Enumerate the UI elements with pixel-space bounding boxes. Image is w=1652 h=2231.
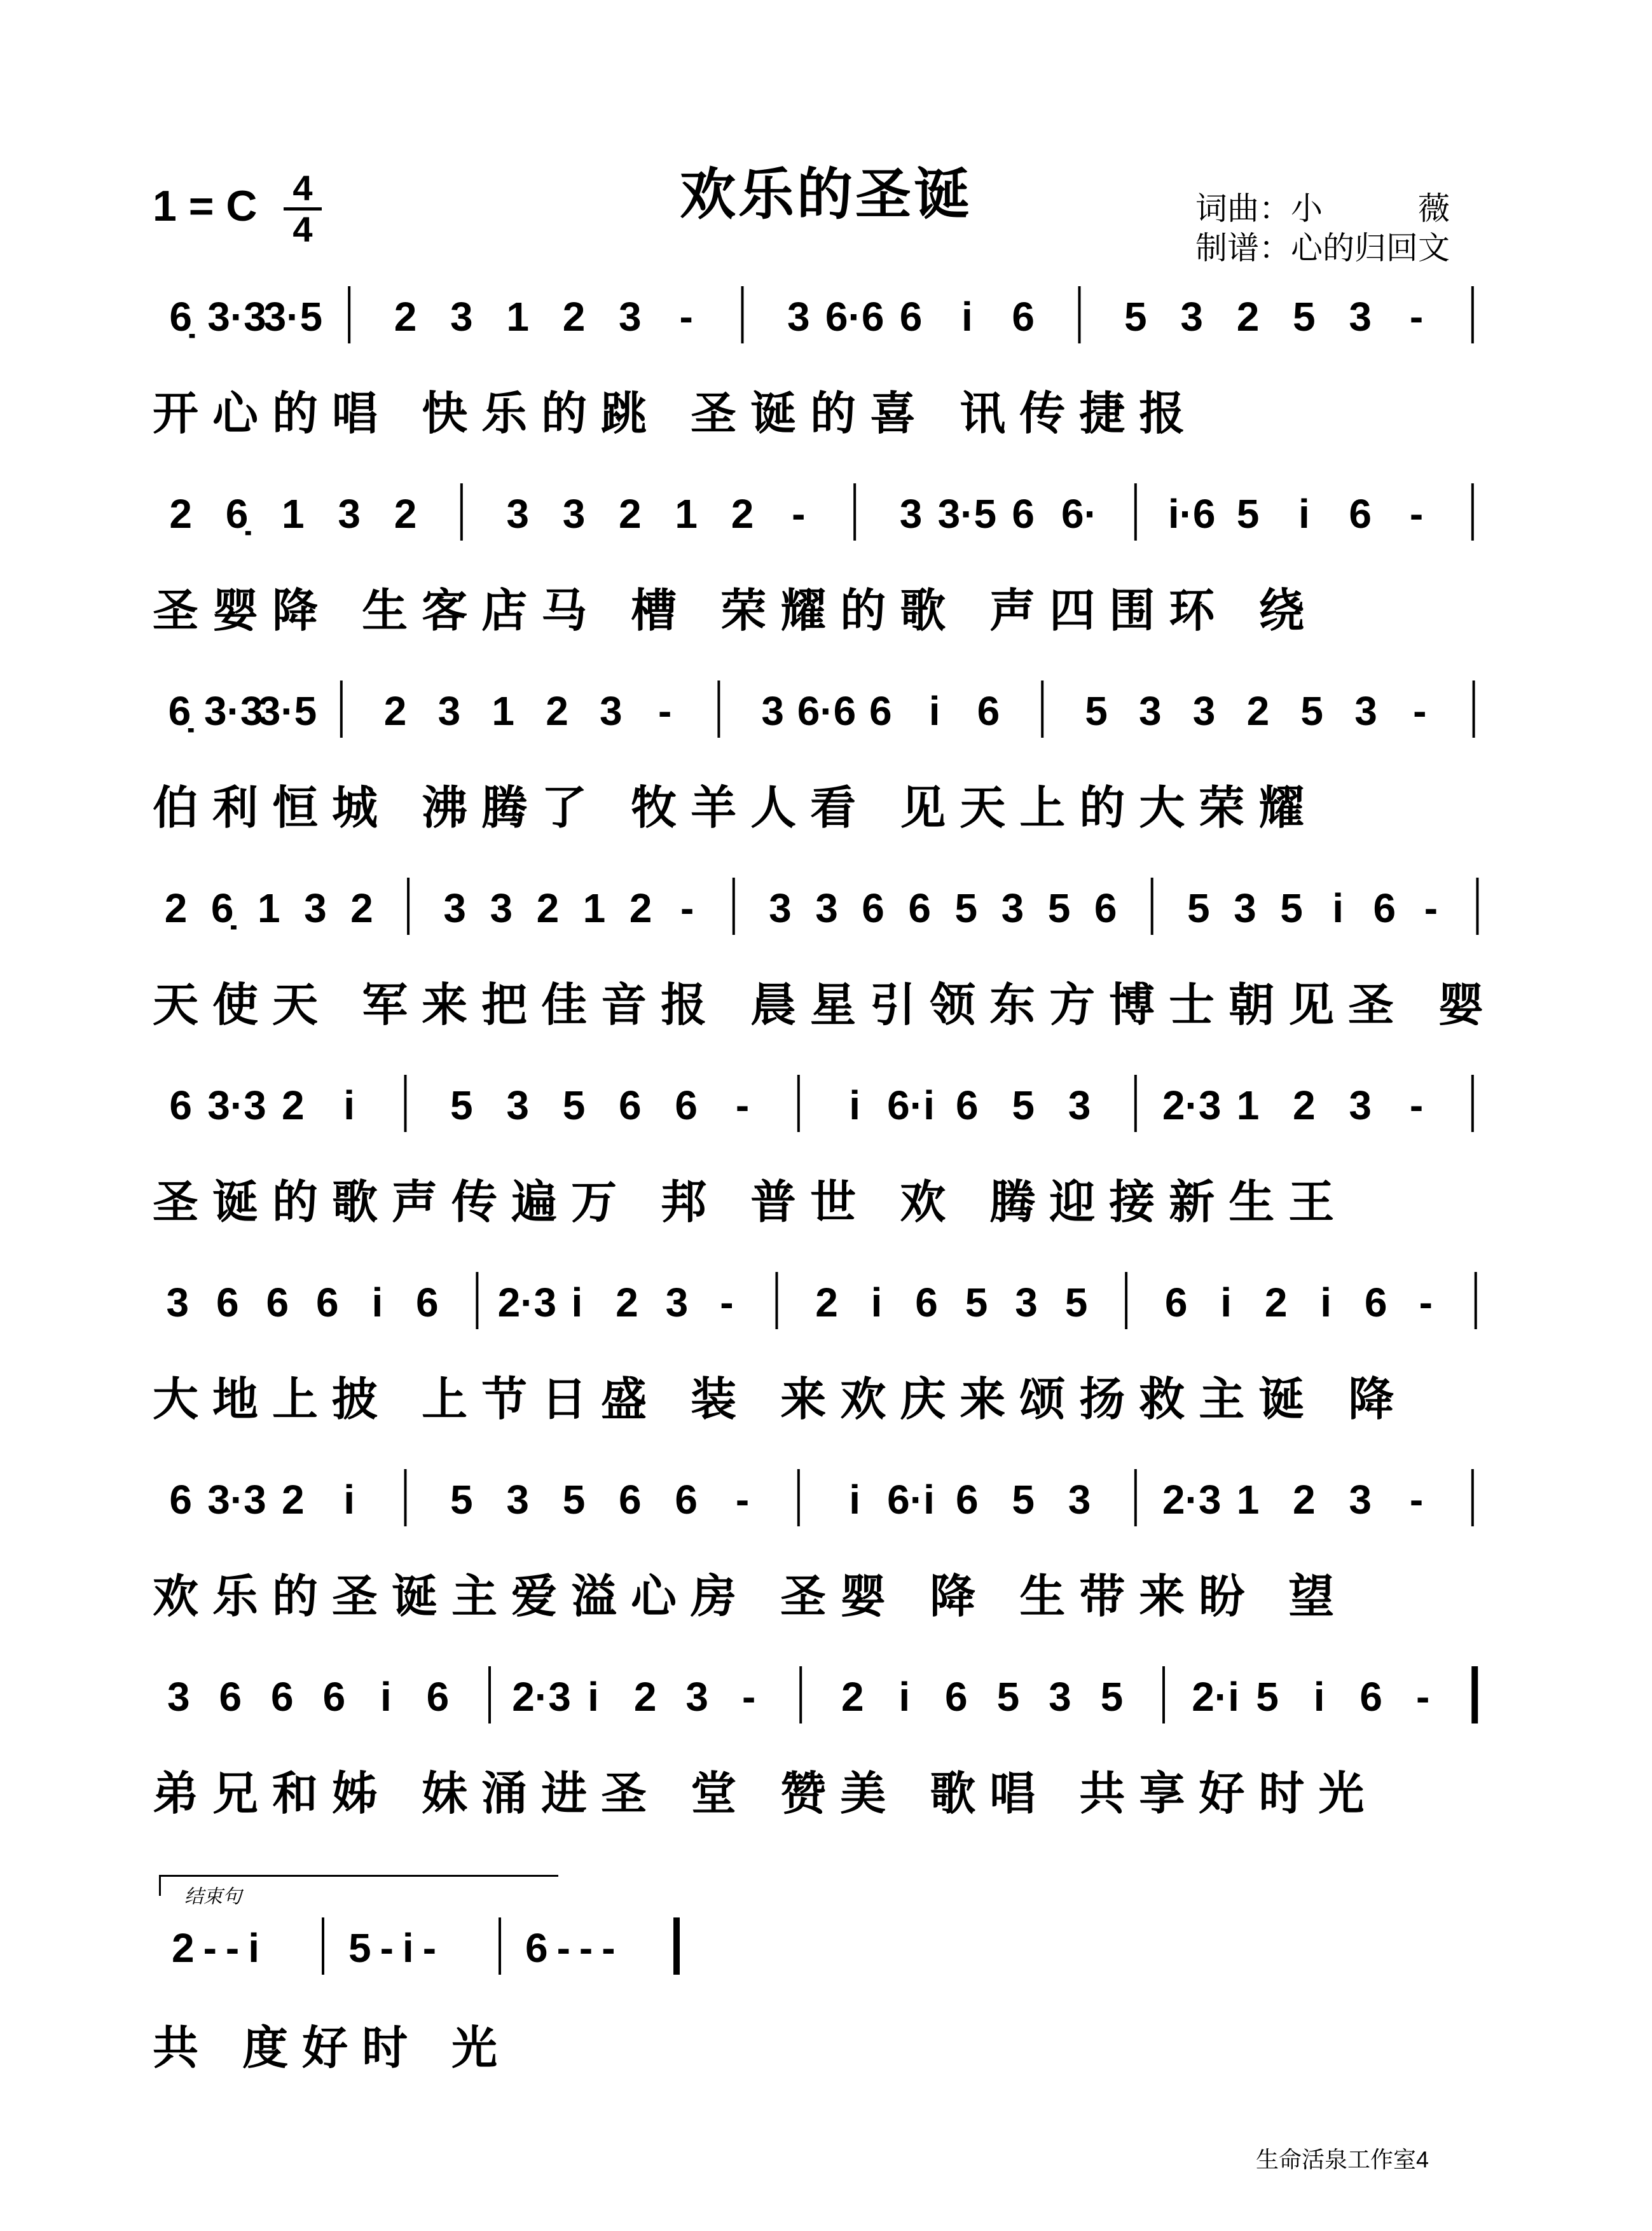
note: 6 bbox=[1373, 885, 1396, 931]
note: 6 bbox=[977, 688, 1000, 734]
note: i bbox=[1320, 1280, 1332, 1325]
note: 3 bbox=[443, 885, 466, 931]
note: 6·i bbox=[887, 1477, 935, 1523]
lyric-line: 圣婴降 生客店马 槽 荣耀的歌 声四围环 绕 bbox=[153, 584, 1319, 637]
note: 1 bbox=[1236, 1082, 1260, 1128]
lyric-line: 伯利恒城 沸腾了 牧羊人看 见天上的大荣耀 bbox=[153, 781, 1319, 834]
note: i bbox=[380, 1674, 392, 1720]
note: 1 bbox=[282, 491, 305, 537]
note: 6 bbox=[1349, 491, 1372, 537]
note: 3·3 bbox=[207, 1477, 266, 1523]
note: 2 bbox=[1293, 1082, 1316, 1128]
note: i bbox=[871, 1280, 883, 1325]
note: 2 bbox=[841, 1674, 864, 1720]
note: 6̣ bbox=[225, 491, 249, 537]
note: 2·3 bbox=[1162, 1082, 1222, 1128]
note: 6 bbox=[862, 885, 885, 931]
note: 3 bbox=[619, 294, 642, 340]
note: 3·3 bbox=[203, 688, 263, 734]
note: 6̣ bbox=[210, 885, 234, 931]
note: 3 bbox=[600, 688, 623, 734]
note: 6 bbox=[908, 885, 932, 931]
note: i bbox=[371, 1280, 383, 1325]
note: i bbox=[849, 1477, 861, 1523]
note: - bbox=[735, 1477, 750, 1523]
note: 5 bbox=[1236, 491, 1260, 537]
note: 5 bbox=[965, 1280, 988, 1325]
note: 3 bbox=[787, 294, 810, 340]
note: 2 bbox=[1293, 1477, 1316, 1523]
note: 6 bbox=[219, 1674, 242, 1720]
note: 3 bbox=[1180, 294, 1203, 340]
note: 3 bbox=[166, 1280, 189, 1325]
ending-label: 结束句 bbox=[184, 1886, 242, 1908]
note: 2 bbox=[282, 1477, 305, 1523]
lyric-line: 天使天 军来把佳音报 晨星引领东方博士朝见圣 婴 bbox=[153, 978, 1498, 1032]
note: 3 bbox=[1139, 688, 1162, 734]
note: 3 bbox=[761, 688, 784, 734]
note: 5 bbox=[1187, 885, 1210, 931]
note: 5 bbox=[562, 1477, 586, 1523]
note: - bbox=[1413, 688, 1427, 734]
note: 1 bbox=[582, 885, 606, 931]
note: 2 bbox=[164, 885, 188, 931]
note: 3 bbox=[685, 1674, 708, 1720]
note: 5 bbox=[562, 1082, 586, 1128]
note: - bbox=[679, 294, 693, 340]
lyric-line: 弟兄和姊 妹涌进圣 堂 赞美 歌唱 共享好时光 bbox=[153, 1767, 1379, 1820]
note: i bbox=[1313, 1674, 1325, 1720]
note: 6 bbox=[322, 1674, 346, 1720]
note: i bbox=[343, 1082, 355, 1128]
note: 2 bbox=[616, 1280, 638, 1325]
note: 5 bbox=[1085, 688, 1108, 734]
note: 1 bbox=[506, 294, 529, 340]
note: 3 bbox=[769, 885, 792, 931]
lyric-line: 圣诞的歌声传遍万 邦 普世 欢 腾迎接新生王 bbox=[153, 1175, 1349, 1229]
note: 3·5 bbox=[258, 688, 317, 734]
note: - bbox=[1409, 294, 1424, 340]
note: 3 bbox=[1068, 1082, 1091, 1128]
note: 5 bbox=[1012, 1477, 1035, 1523]
note: 3 bbox=[1354, 688, 1377, 734]
note: 2 bbox=[619, 491, 642, 537]
note: 6 bbox=[1164, 1280, 1188, 1325]
note: 6 bbox=[426, 1674, 450, 1720]
note: 3 bbox=[506, 1477, 529, 1523]
note: 6̣ bbox=[168, 688, 191, 734]
note: 3 bbox=[1068, 1477, 1091, 1523]
note: 5 bbox=[1100, 1674, 1124, 1720]
note: 6 bbox=[271, 1674, 294, 1720]
time-signature-top: 4 bbox=[293, 168, 313, 208]
note: 2·3 bbox=[512, 1674, 571, 1720]
note: 6 bbox=[1012, 294, 1035, 340]
note: - bbox=[1409, 491, 1424, 537]
note: 6 bbox=[869, 688, 892, 734]
note: 5 bbox=[1280, 885, 1303, 931]
note: 3 bbox=[506, 1082, 529, 1128]
note: 6 bbox=[619, 1477, 642, 1523]
note: 3 bbox=[490, 885, 513, 931]
note: 5 bbox=[1300, 688, 1323, 734]
credit-lyrics-music-name-end: 薇 bbox=[1418, 191, 1450, 226]
note: i bbox=[1332, 885, 1344, 931]
note: 6--- bbox=[525, 1925, 624, 1971]
note: 2 bbox=[169, 491, 192, 537]
note: 6 bbox=[899, 294, 923, 340]
note: 2 bbox=[1246, 688, 1270, 734]
note: 2 bbox=[629, 885, 652, 931]
note: 2 bbox=[394, 294, 417, 340]
note: 6 bbox=[945, 1674, 968, 1720]
note: i bbox=[961, 294, 973, 340]
note: 2 bbox=[546, 688, 568, 734]
note: 2 bbox=[383, 688, 407, 734]
note: 3 bbox=[665, 1280, 689, 1325]
note: 3 bbox=[1234, 885, 1256, 931]
note: 6 bbox=[169, 1082, 192, 1128]
note: 3 bbox=[167, 1674, 190, 1720]
note: 6 bbox=[1364, 1280, 1387, 1325]
note: 1 bbox=[675, 491, 698, 537]
note: 5-i- bbox=[348, 1925, 445, 1971]
note: 3 bbox=[506, 491, 529, 537]
note: 3 bbox=[899, 491, 923, 537]
note: 5 bbox=[1293, 294, 1316, 340]
note: 3 bbox=[1015, 1280, 1038, 1325]
note: 2 bbox=[731, 491, 754, 537]
note: 6 bbox=[266, 1280, 289, 1325]
note: 2 bbox=[815, 1280, 838, 1325]
note: 2 bbox=[633, 1674, 657, 1720]
note: 6 bbox=[675, 1082, 698, 1128]
note: i bbox=[588, 1674, 599, 1720]
note: 2 bbox=[1264, 1280, 1288, 1325]
note: 2 bbox=[350, 885, 373, 931]
note: 2 bbox=[536, 885, 560, 931]
note: 5 bbox=[996, 1674, 1020, 1720]
note: 2·3 bbox=[1162, 1477, 1222, 1523]
note: 2·3 bbox=[497, 1280, 557, 1325]
note: - bbox=[1419, 1280, 1433, 1325]
lyric-line: 大地上披 上节日盛 装 来欢庆来颂扬救主诞 降 bbox=[153, 1372, 1408, 1426]
note: 6 bbox=[169, 1477, 192, 1523]
note: 6 bbox=[1012, 491, 1035, 537]
note: 5 bbox=[1064, 1280, 1088, 1325]
note: 3 bbox=[304, 885, 327, 931]
note: 3 bbox=[1049, 1674, 1071, 1720]
note: 2 bbox=[562, 294, 586, 340]
key-signature: 1 = C bbox=[153, 182, 258, 230]
note: 1 bbox=[257, 885, 280, 931]
note: 6· bbox=[1061, 491, 1098, 537]
note: 5 bbox=[450, 1082, 473, 1128]
note: 3 bbox=[562, 491, 586, 537]
note: - bbox=[735, 1082, 750, 1128]
note: 6·6 bbox=[797, 688, 857, 734]
note: 5 bbox=[1124, 294, 1147, 340]
note: i bbox=[1298, 491, 1310, 537]
note: 3 bbox=[437, 688, 461, 734]
note: 3·3 bbox=[207, 294, 266, 340]
note: - bbox=[742, 1674, 756, 1720]
footer-studio: 生命活泉工作室4 bbox=[1256, 2146, 1429, 2172]
note: 6 bbox=[956, 1477, 979, 1523]
song-title: 欢乐的圣诞 bbox=[679, 163, 972, 226]
note: - bbox=[720, 1280, 734, 1325]
note: - bbox=[1409, 1082, 1424, 1128]
note: i bbox=[343, 1477, 355, 1523]
lyric-line: 共 度好时 光 bbox=[153, 2021, 512, 2075]
note: 3 bbox=[1001, 885, 1024, 931]
note: 6 bbox=[416, 1280, 439, 1325]
note: - bbox=[1424, 885, 1438, 931]
note: 6 bbox=[1094, 885, 1117, 931]
note: 3 bbox=[1349, 294, 1372, 340]
note: i bbox=[571, 1280, 583, 1325]
note: i bbox=[849, 1082, 861, 1128]
note: 6 bbox=[619, 1082, 642, 1128]
note: - bbox=[657, 688, 672, 734]
note: 2 bbox=[1236, 294, 1260, 340]
note: i bbox=[1220, 1280, 1232, 1325]
note: 3 bbox=[815, 885, 838, 931]
credit-notation: 制谱：心的归回文 bbox=[1195, 230, 1450, 266]
note: i bbox=[928, 688, 940, 734]
note: 6 bbox=[956, 1082, 979, 1128]
note: 2--i bbox=[172, 1925, 268, 1971]
note: - bbox=[1409, 1477, 1424, 1523]
time-signature-bottom: 4 bbox=[293, 209, 313, 249]
note: 3·5 bbox=[263, 294, 323, 340]
note: 5 bbox=[450, 1477, 473, 1523]
note: 3 bbox=[450, 294, 473, 340]
note: i bbox=[898, 1674, 911, 1720]
note: 6 bbox=[216, 1280, 239, 1325]
note: 1 bbox=[492, 688, 514, 734]
lyric-line: 欢乐的圣诞主爱溢心房 圣婴 降 生带来盼 望 bbox=[153, 1570, 1349, 1623]
note: 3·3 bbox=[207, 1082, 266, 1128]
note: 6·6 bbox=[825, 294, 885, 340]
note: 5 bbox=[954, 885, 978, 931]
note: 6 bbox=[675, 1477, 698, 1523]
note: - bbox=[792, 491, 806, 537]
note: i·6 bbox=[1167, 491, 1216, 537]
note: 6 bbox=[1359, 1674, 1382, 1720]
lyric-line: 开心的唱 快乐的跳 圣诞的喜 讯传捷报 bbox=[153, 387, 1199, 440]
note: 2·i bbox=[1192, 1674, 1239, 1720]
note: - bbox=[1416, 1674, 1430, 1720]
note: 3·5 bbox=[937, 491, 997, 537]
note: 6·i bbox=[887, 1082, 935, 1128]
note: 3 bbox=[1349, 1082, 1372, 1128]
credit-lyrics-music-label: 词曲：小 bbox=[1195, 191, 1323, 226]
note: 1 bbox=[1236, 1477, 1260, 1523]
note: 6̣ bbox=[169, 294, 192, 340]
note: 3 bbox=[1349, 1477, 1372, 1523]
note: 5 bbox=[1047, 885, 1071, 931]
note: - bbox=[680, 885, 694, 931]
note: 6 bbox=[915, 1280, 938, 1325]
note: 2 bbox=[282, 1082, 305, 1128]
note: 6 bbox=[316, 1280, 339, 1325]
note: 3 bbox=[338, 491, 361, 537]
note: 5 bbox=[1256, 1674, 1279, 1720]
note: 2 bbox=[394, 491, 417, 537]
note: 5 bbox=[1012, 1082, 1035, 1128]
note: 3 bbox=[1192, 688, 1216, 734]
